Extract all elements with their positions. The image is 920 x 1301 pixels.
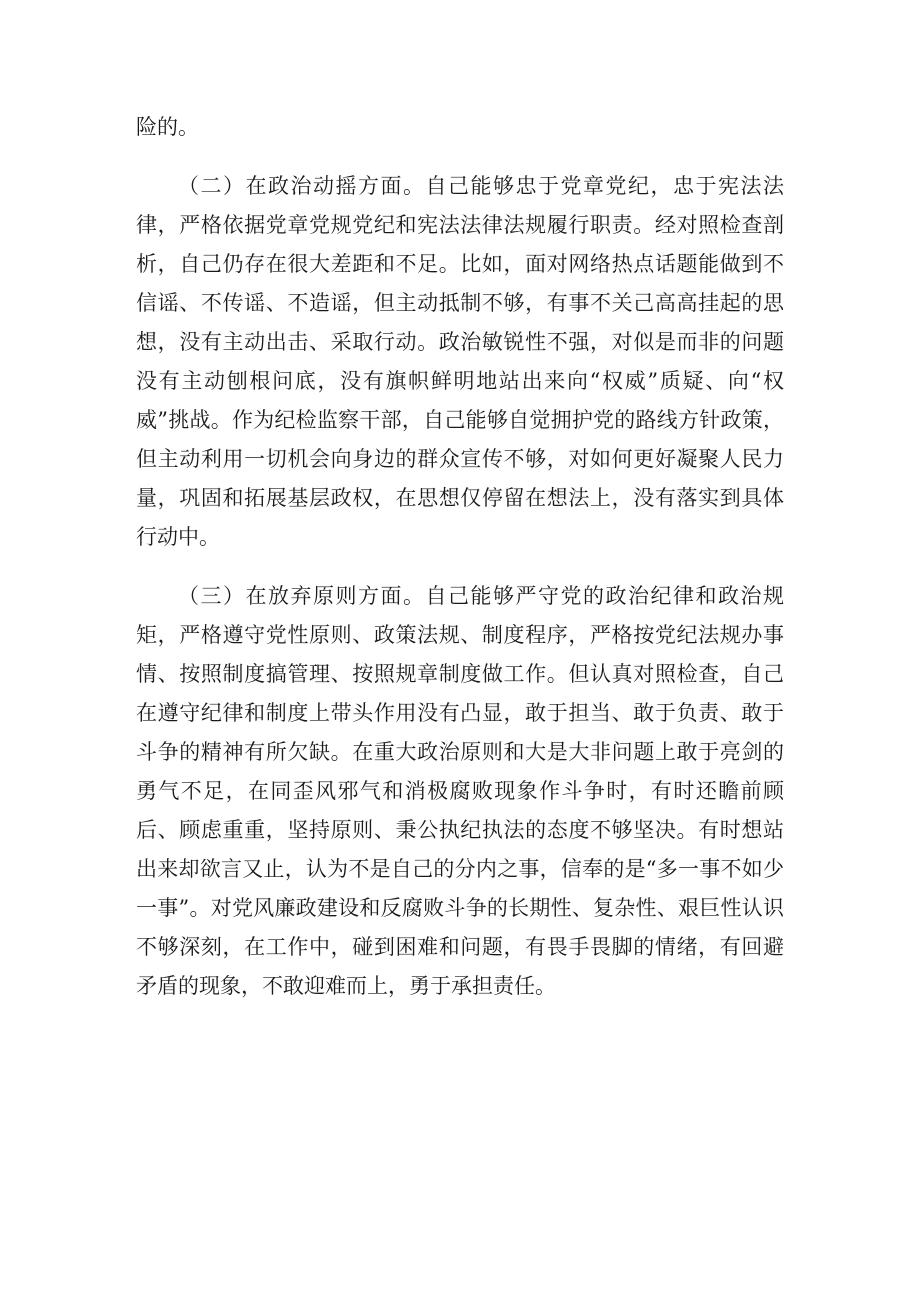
paragraph-abandoning-principles: （三）在放弃原则方面。自己能够严守党的政治纪律和政治规矩，严格遵守党性原则、政策法规、制度程序，严格按党纪法规办事情、按照制度搞管理、按照规章制度做工作。但认真对照检查，自己在遵守纪律和制度上带头作用没有凸显，敢于担当、敢于负责、敢于斗争的精神有所欠缺。在重大政治原则和大是大非问题上敢于亮剑的勇气不足，在同歪风邪气和消极腐败现象作斗争时，有时还瞻前顾后、顾虑重重，坚持原则、秉公执纪执法的态度不够坚决。有时想站出来却欲言又止，认为不是自己的分内之事，信奉的是“多一事不如少一事”。对党风廉政建设和反腐败斗争的长期性、复杂性、艰巨性认识不够深刻，在工作中，碰到困难和问题，有畏手畏脚的情绪，有回避矛盾的现象，不敢迎难而上，勇于承担责任。: [136, 584, 784, 998]
paragraph-continuation: 险的。: [136, 115, 199, 139]
document-body: [136, 108, 784, 1006]
paragraph-political-wavering: （二）在政治动摇方面。自己能够忠于党章党纪，忠于宪法法律，严格依据党章党规党纪和宪法法律法规履行职责。经对照检查剖析，自己仍存在很大差距和不足。比如，面对网络热点话题能做到不信谣、不传谣、不造谣，但主动抵制不够，有事不关己高高挂起的思想，没有主动出击、采取行动。政治敏锐性不强，对似是而非的问题没有主动刨根问底，没有旗帜鲜明地站出来向“权威”质疑、向“权威”挑战。作为纪检监察干部，自己能够自觉拥护党的路线方针政策，但主动利用一切机会向身边的群众宣传不够，对如何更好凝聚人民力量，巩固和拓展基层政权，在思想仅停留在想法上，没有落实到具体行动中。: [136, 174, 784, 549]
